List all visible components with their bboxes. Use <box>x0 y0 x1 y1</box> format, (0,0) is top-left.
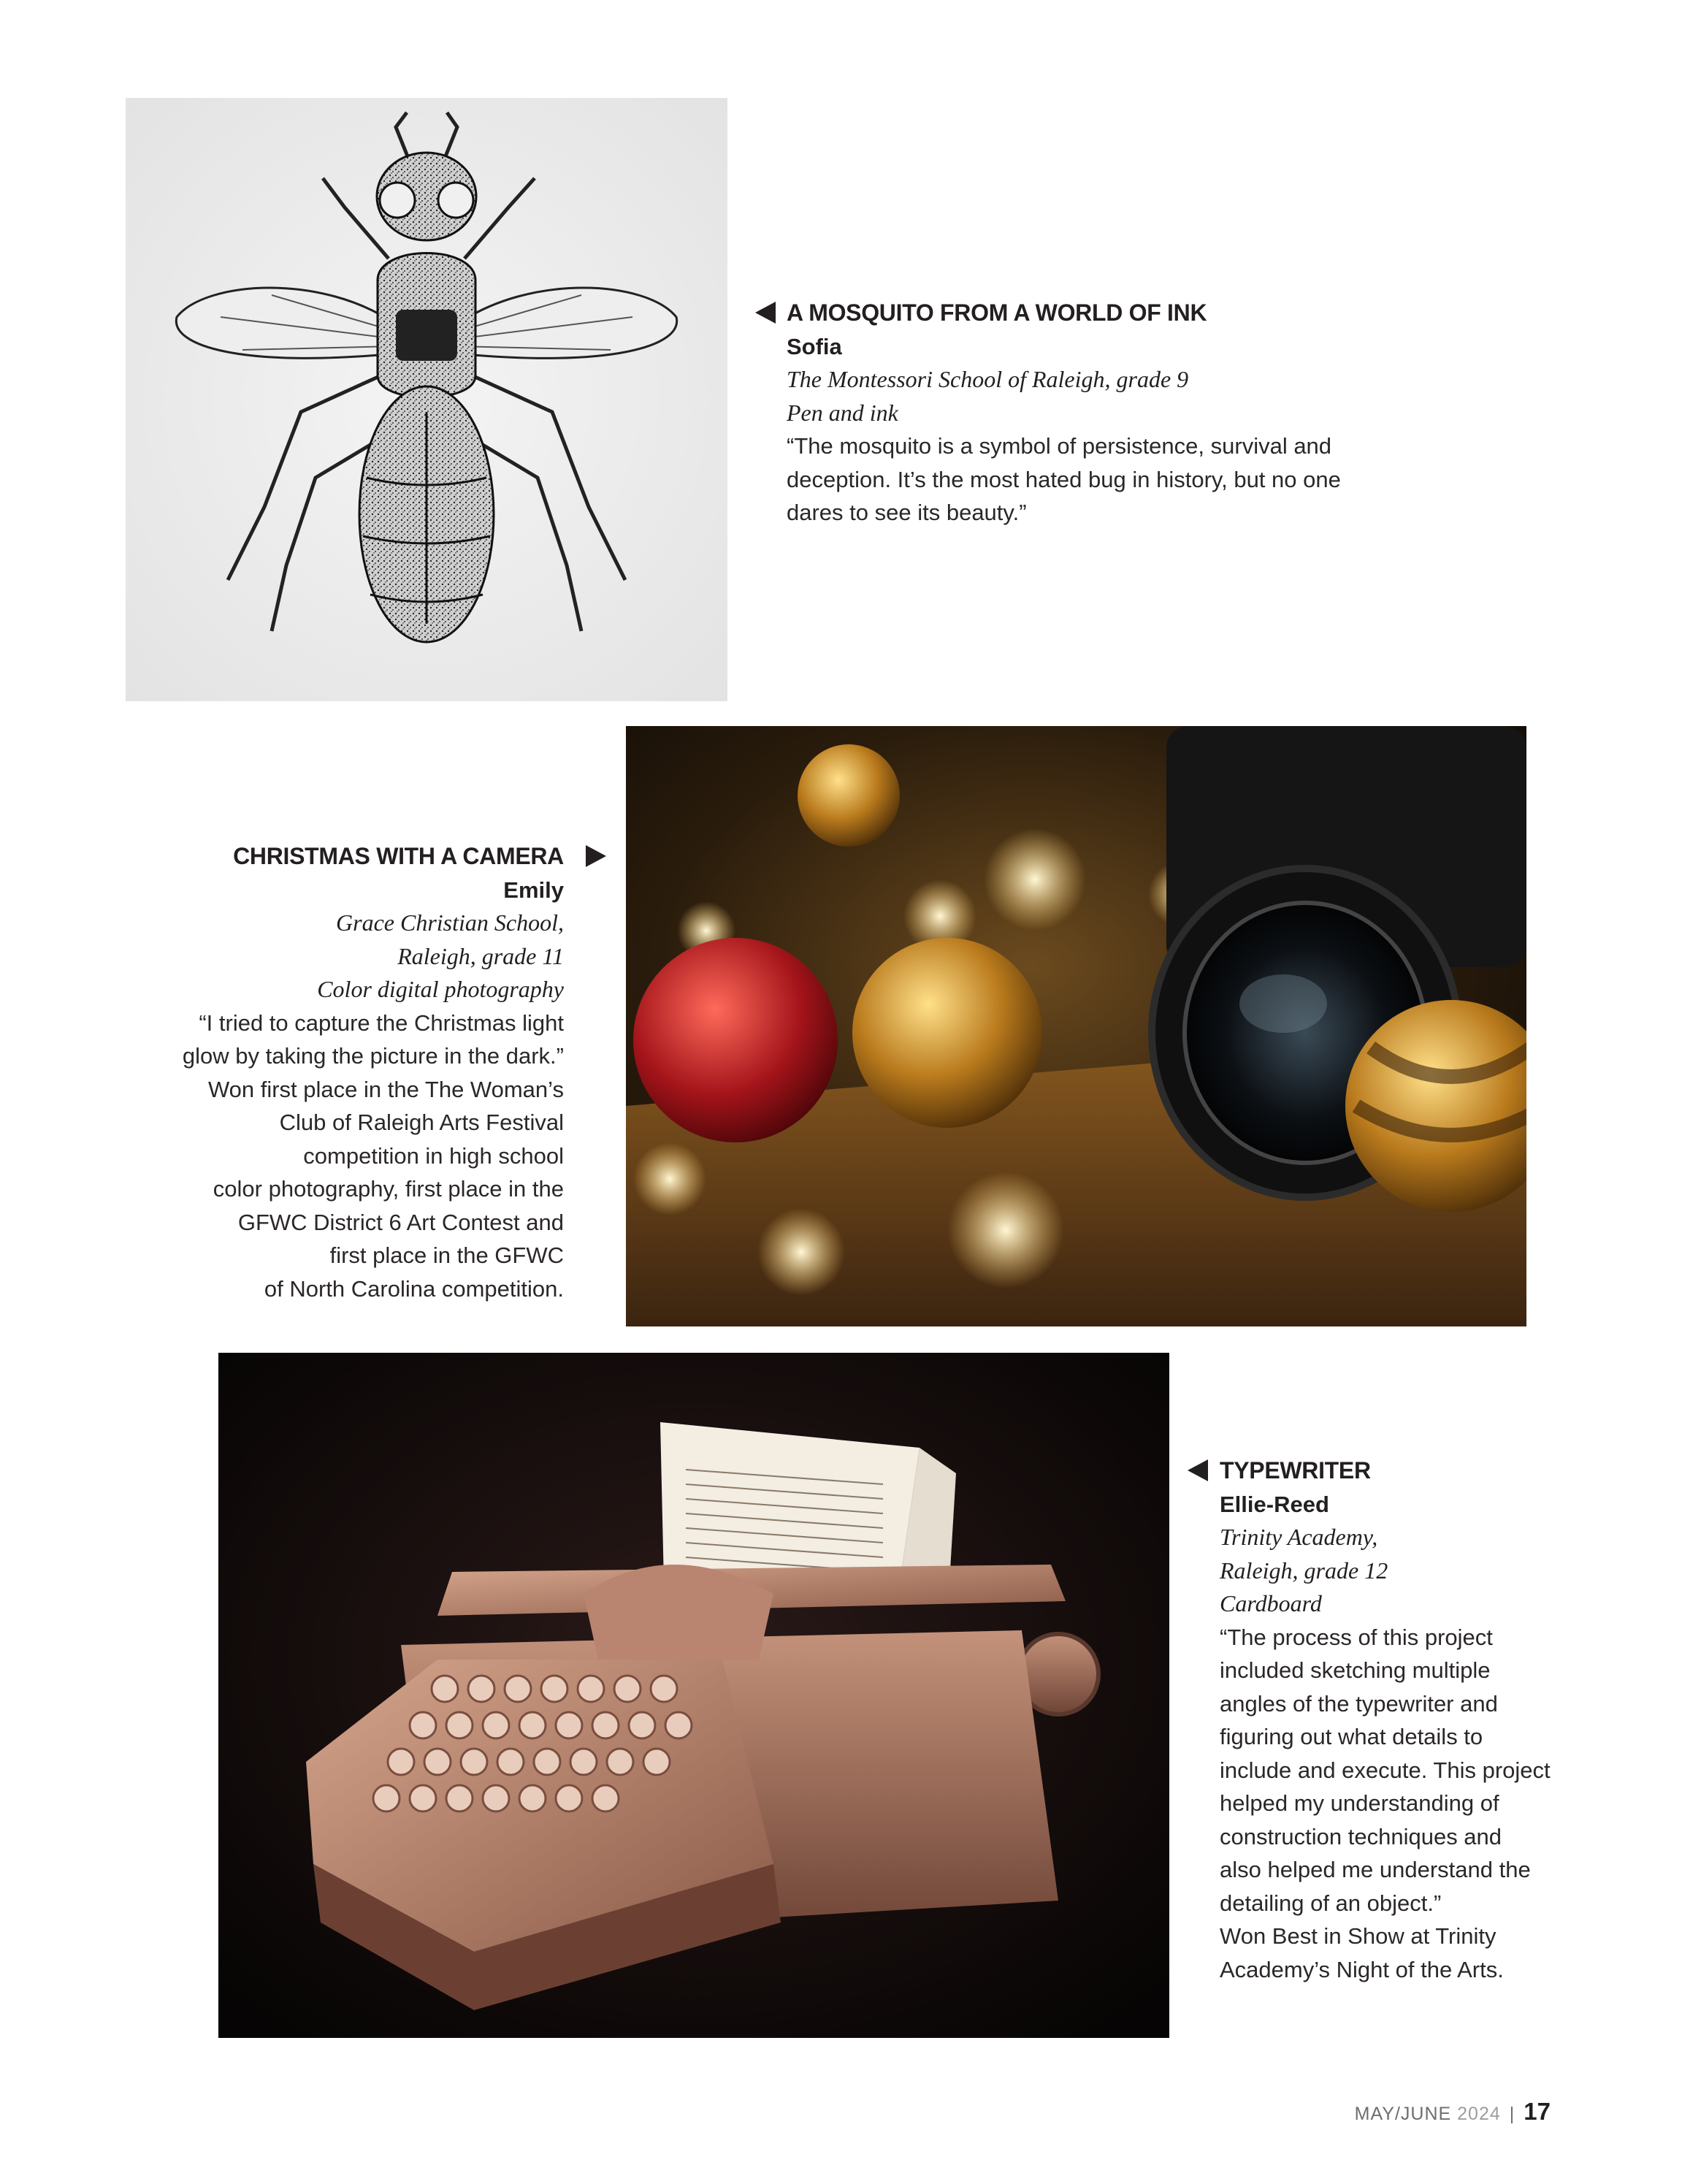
artist-name: Ellie-Reed <box>1220 1491 1329 1517</box>
artwork-title: CHRISTMAS WITH A CAMERA <box>233 843 564 869</box>
mosquito-ink-drawing <box>126 98 727 701</box>
artwork-title: A MOSQUITO FROM A WORLD OF INK <box>787 299 1207 326</box>
artist-name: Sofia <box>787 333 842 359</box>
mosquito-caption <box>787 297 1342 530</box>
christmas-photo-illustration <box>626 726 1526 1326</box>
mosquito-illustration <box>126 98 727 701</box>
issue-year: 2024 <box>1457 2104 1501 2124</box>
caption-pointer-left <box>1188 1459 1208 1481</box>
artwork-title: TYPEWRITER <box>1220 1457 1371 1484</box>
artist-quote: “The process of this project included sketching multiple angles of the typewriter and figuring out what details to include and execute. This project helped my understanding of construction techniques and also helped me understand the detailing of an object.” Won Best in Show at Trinity Academy’s Night of the Arts. <box>1220 1624 1551 1982</box>
christmas-caption <box>168 840 564 1305</box>
artist-quote: “I tried to capture the Christmas light glow by taking the picture in the dark.” Won first place in the The Woman’s Club of Raleigh Arts Festival competition in high school color photography, first place in the GFWC District 6 Art Contest and first place in the GFWC of North Carolina competition. <box>182 1009 564 1302</box>
christmas-camera-photo <box>626 726 1526 1326</box>
caption-pointer-left <box>755 302 776 324</box>
medium: Cardboard <box>1220 1590 1322 1616</box>
school-info: Trinity Academy, <box>1220 1524 1378 1550</box>
artist-quote: “The mosquito is a symbol of persistence, survival and deception. It’s the most hated bug in history, but no one dares to see its beauty.” <box>787 433 1341 525</box>
medium: Pen and ink <box>787 399 898 426</box>
school-info: Grace Christian School, <box>336 909 564 936</box>
page-number: 17 <box>1524 2098 1551 2125</box>
cardboard-typewriter-photo <box>218 1353 1169 2038</box>
artist-name: Emily <box>503 877 564 903</box>
caption-pointer-right <box>586 845 606 867</box>
school-info: The Montessori School of Raleigh, grade 9 <box>787 366 1189 392</box>
folio-divider: | <box>1509 2104 1515 2124</box>
page-folio <box>1355 2098 1551 2126</box>
typewriter-illustration <box>218 1353 1169 2038</box>
typewriter-caption <box>1220 1454 1629 1986</box>
school-info-line2: Raleigh, grade 11 <box>397 942 564 969</box>
issue-label: MAY/JUNE <box>1354 2104 1452 2124</box>
school-info-line2: Raleigh, grade 12 <box>1220 1557 1388 1584</box>
medium: Color digital photography <box>317 976 564 1002</box>
